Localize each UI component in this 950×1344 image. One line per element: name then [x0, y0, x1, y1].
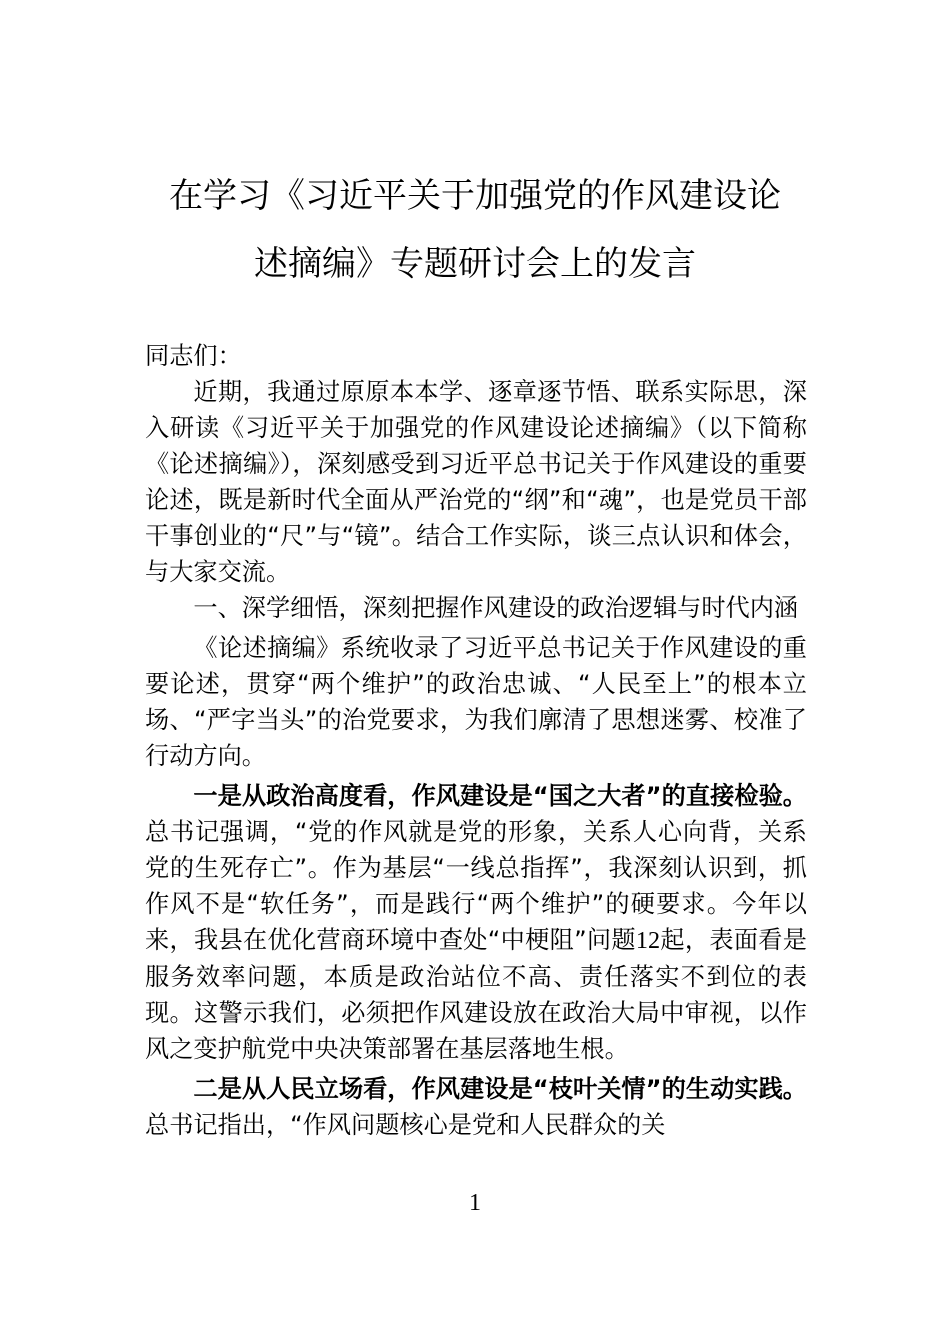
- document-title-line-2: 述摘编》专题研讨会上的发言: [254, 244, 696, 284]
- page-number: 1: [469, 1190, 481, 1216]
- document-body: [145, 338, 807, 1143]
- point-2-text: 总书记指出，“作风问题核心是党和人民群众的关: [145, 1111, 666, 1139]
- point-1-lead: 一是从政治高度看，作风建设是“国之大者”的直接检验。: [193, 782, 807, 810]
- section-1-heading: 一、深学细悟，深刻把握作风建设的政治逻辑与时代内涵: [193, 594, 799, 622]
- point-1-text-a: 总书记强调，“党的作风就是党的形象，关系人心向背，关系党的生死存亡”。作为基层“一线总指挥”，我深刻认识到，抓作风不是“软任务”，而是践行“两个维护”的硬要求。今年以来，我县在优化营商环境中查处“中梗阻”问题: [145, 818, 807, 954]
- section-1-paragraph: 《论述摘编》系统收录了习近平总书记关于作风建设的重要论述，贯穿“两个维护”的政治忠诚、“人民至上”的根本立场、“严字当头”的治党要求，为我们廓清了思想迷雾、校准了行动方向。: [145, 634, 807, 770]
- intro-paragraph: 近期，我通过原原本本学、逐章逐节悟、联系实际思，深入研读《习近平关于加强党的作风建设论述摘编》（以下简称《论述摘编》），深刻感受到习近平总书记关于作风建设的重要论述，既是新时代全面从严治党的“纲”和“魂”，也是党员干部干事创业的“尺”与“镜”。结合工作实际，谈三点认识和体会，与大家交流。: [145, 378, 807, 586]
- document-title-line-1: 在学习《习近平关于加强党的作风建设论: [169, 176, 781, 216]
- point-1-number: 12: [635, 927, 661, 954]
- point-2-paragraph: [145, 1071, 807, 1143]
- salutation: 同志们：: [145, 342, 242, 370]
- point-1-text-b: 起，表面看是服务效率问题，本质是政治站位不高、责任落实不到位的表现。这警示我们，必须把作风建设放在政治大局中审视，以作风之变护航党中央决策部署在基层落地生根。: [145, 926, 807, 1063]
- point-1-paragraph: [145, 778, 807, 1067]
- point-2-lead: 二是从人民立场看，作风建设是“枝叶关情”的生动实践。: [193, 1075, 807, 1103]
